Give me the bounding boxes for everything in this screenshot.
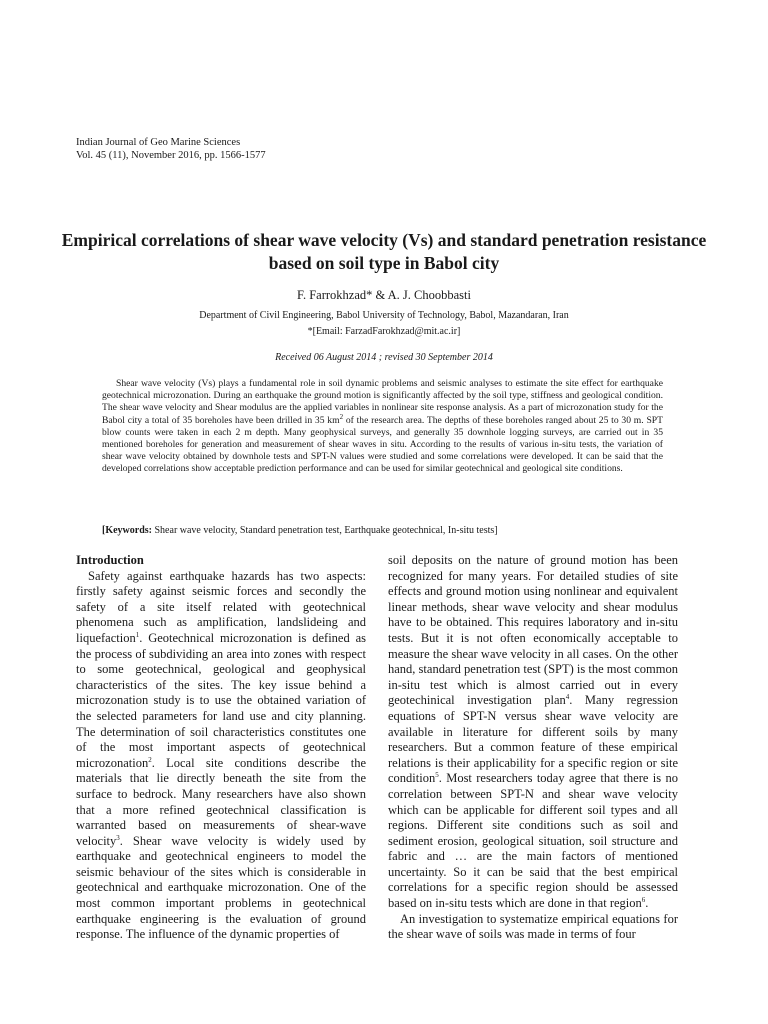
received-dates: Received 06 August 2014 ; revised 30 September 2014	[275, 352, 493, 363]
left-column	[76, 553, 366, 943]
right-text-1: soil deposits on the nature of ground motion has been recognized for many years. For detailed studies of site effects and ground motion using nonlinear and equivalent linear methods, shear wave velocity and shear modulus have to be obtained. This requires laboratory and in-situ tests. But it is not often economically acceptable to measure the shear wave velocity in all cases. On the other hand, standard penetration test (SPT) is the most common in-situ test which is almost carried out in every geotechinical investigation plan	[388, 553, 678, 708]
intro-paragraph	[76, 569, 366, 943]
keywords-text: Shear wave velocity, Standard penetration test, Earthquake geotechnical, In-situ tests]	[152, 525, 498, 536]
abstract	[102, 378, 663, 476]
abstract-superscript: 2	[339, 412, 344, 421]
intro-text-2: . Geotechnical microzonation is defined as the process of subdividing an area into zones with respect to some geotechnical, geological and geophysical characteristics of the sites. The key issue behind a microzonation study is to use the obtained variation of the selected parameters for land use and city planning. The determination of soil characteristics constitutes one of the most important aspects of geotechnical microzonation	[76, 630, 366, 770]
right-text-2: . Many regression equations of SPT-N versus shear wave velocity are available in literature for different soils by many researchers. But a common feature of these empirical relations is their applicability for a specific region or site condition	[388, 693, 678, 786]
affiliation: Department of Civil Engineering, Babol University of Technology, Babol, Mazandaran, Iran	[199, 310, 569, 321]
right-paragraph-2: An investigation to systematize empirical equations for the shear wave of soils was made in terms of four	[388, 911, 678, 942]
citation-ref: 2	[148, 755, 152, 764]
intro-text-3: . Local site conditions describe the materials that lie directly beneath the site from the surface to bedrock. Many researchers have also shown that a more refined geotechnical classification is warranted based on measurements of shear-wave velocity	[76, 755, 366, 848]
continued-paragraph	[388, 553, 678, 912]
journal-header	[76, 136, 266, 162]
citation-ref: 1	[135, 630, 140, 639]
right-column	[388, 553, 678, 943]
right-text-3: . Most researchers today agree that there is no correlation between SPT-N and shear wave velocity which can be applicable for different soil types and all regions. Different site conditions such as soil and sediment erosion, geological situation, soil structure and fabric and … are the main factors of mentioned uncertainty. So it can be said that the best empirical correlations for a specific region should be assessed based on in-situ tests which are done in that region	[388, 771, 678, 911]
intro-text-1: Safety against earthquake hazards has two aspects: firstly safety against seismic forces and secondly the safety of a site itself related with geotechnical phenomena such as amplification, landslideing and liquefaction	[76, 568, 366, 645]
journal-volume: Vol. 45 (11), November 2016, pp. 1566-1577	[76, 150, 266, 161]
citation-ref: 4	[565, 693, 570, 702]
affiliation-block	[0, 308, 768, 340]
journal-name: Indian Journal of Geo Marine Sciences	[76, 137, 241, 148]
citation-ref: 6	[641, 895, 646, 904]
keywords-label: [Keywords:	[102, 525, 152, 536]
paper-title: Empirical correlations of shear wave velocity (Vs) and standard penetration resistance based on soil type in Babol city	[61, 230, 707, 273]
citation-ref: 5	[435, 771, 439, 780]
intro-text-4: . Shear wave velocity is widely used by earthquake and geotechnical engineers to model the seismic behaviour of the sites which is considerable in geotechnical and earthquake microzonation. One of the most common important problems in geotechnical earthquake engineering is the evaluation of ground response. The influence of the dynamic properties of	[76, 833, 366, 942]
citation-ref: 3	[116, 833, 120, 842]
keywords	[102, 525, 702, 536]
abstract-text-2: of the research area. The depths of these boreholes ranged about 25 to 30 m. SPT blow counts were taken in each 2 m depth. Many geophysical surveys, and generally 35 downhole logging surveys, are carried out in 35 mentioned boreholes for generation and measurement of shear waves in situ. According to the results of various in-situ tests, the variation of shear wave velocity obtained by downhole tests and SPT-N values were studied and some correlations were developed. It can be said that the developed correlations show acceptable prediction performance and can be used for similar geotechnical and geological site conditions.	[102, 414, 663, 475]
authors: F. Farrokhzad* & A. J. Choobbasti	[297, 288, 471, 302]
section-heading-introduction: Introduction	[76, 553, 144, 567]
right-text-4: .	[645, 896, 649, 911]
author-email: *[Email: FarzadFarokhzad@mit.ac.ir]	[307, 326, 461, 337]
abstract-text-1: Shear wave velocity (Vs) plays a fundamental role in soil dynamic problems and seismic analyses to estimate the site effect for earthquake geotechnical microzonation. During an earthquake the ground motion is significantly affected by the soil type, stiffness and geological condition. The shear wave velocity and Shear modulus are the applied variables in nonlinear site response analysis. As a part of microzonation study for the Babol city a total of 35 boreholes have been drilled in 35 km	[102, 378, 663, 426]
